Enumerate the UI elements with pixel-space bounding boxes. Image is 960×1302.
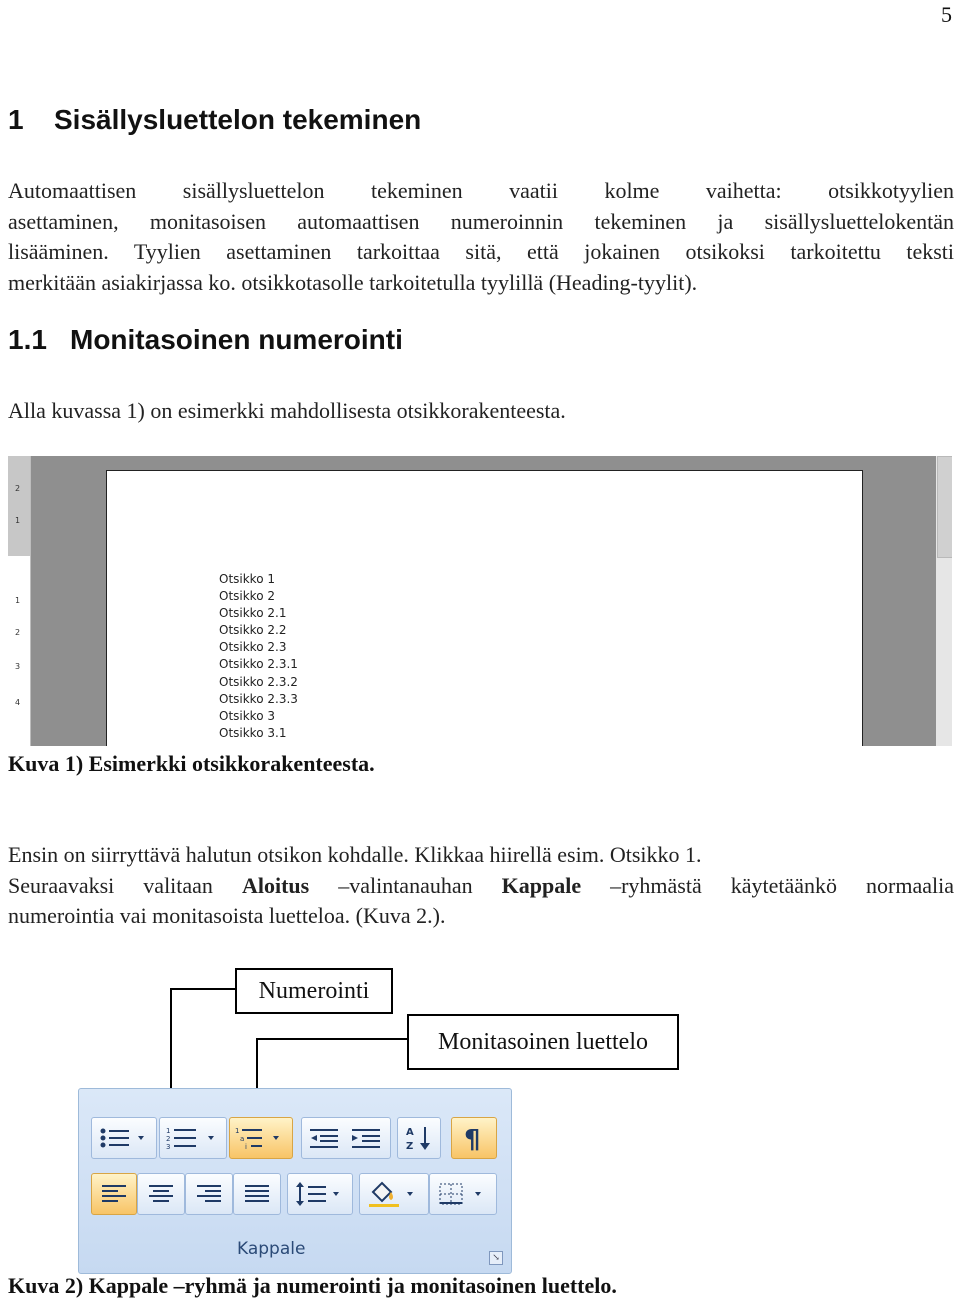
align-left-button[interactable]	[91, 1173, 137, 1215]
heading-1-number: 1	[8, 104, 24, 135]
list-item: Otsikko 2	[219, 589, 275, 604]
show-hide-button[interactable]	[451, 1117, 497, 1159]
connector-line	[170, 988, 172, 1104]
list-item: Otsikko 2.1	[219, 606, 287, 621]
bullets-icon	[98, 1126, 150, 1150]
paragraph-1-line: lisääminen. Tyylien asettaminen tarkoittaa sitä, että jokainen otsikoksi tarkoitettu teksti	[8, 239, 954, 264]
svg-text:a: a	[240, 1135, 245, 1143]
justify-icon	[243, 1183, 271, 1205]
align-left-icon	[100, 1183, 128, 1205]
ruler-mark: 4	[15, 698, 21, 707]
scrollbar-thumb[interactable]	[937, 456, 952, 558]
paragraph-2-line: Alla kuvassa 1) on esimerkki mahdollisesta otsikkorakenteesta.	[8, 398, 566, 423]
list-item: Otsikko 2.3.1	[219, 657, 298, 672]
heading-2	[8, 324, 403, 356]
callout-label: Monitasoinen luettelo	[438, 1028, 648, 1055]
svg-text:Z: Z	[406, 1141, 414, 1152]
line-spacing-button[interactable]	[287, 1173, 353, 1215]
paragraph-3-line: numerointia vai monitasoista luetteloa. (Kuva 2.).	[8, 903, 446, 928]
list-item: Otsikko 2.3.3	[219, 691, 298, 706]
borders-icon	[437, 1181, 489, 1207]
align-right-button[interactable]	[185, 1173, 233, 1215]
dialog-launcher-icon[interactable]: ↘	[489, 1251, 503, 1265]
connector-line	[256, 1038, 407, 1040]
paragraph-3	[8, 840, 954, 932]
pilcrow-icon	[460, 1124, 488, 1152]
ruler-mark: 3	[15, 662, 21, 671]
monitasoinen-luettelo-callout	[407, 1014, 679, 1070]
document-page	[106, 470, 863, 746]
svg-text:1: 1	[166, 1127, 171, 1135]
paragraph-1-line: Automaattisen sisällysluettelon tekeminen vaatii kolme vaihetta: otsikkotyylien	[8, 178, 954, 203]
heading-2-number: 1.1	[8, 324, 47, 355]
figure-1-caption: Kuva 1) Esimerkki otsikkorakenteesta.	[8, 751, 375, 776]
paint-bucket-icon	[367, 1180, 421, 1208]
paragraph-1	[8, 176, 954, 298]
vertical-scrollbar[interactable]	[936, 456, 952, 746]
multilevel-list-button[interactable]	[229, 1117, 293, 1159]
list-item: Otsikko 2.3	[219, 640, 287, 655]
heading-1	[8, 104, 421, 136]
align-center-icon	[147, 1183, 175, 1205]
list-item: Otsikko 1	[219, 572, 275, 586]
decrease-indent-icon	[308, 1126, 384, 1150]
kappale-ribbon-group	[78, 1088, 512, 1274]
paragraph-2	[8, 396, 954, 427]
shading-button[interactable]	[359, 1173, 429, 1215]
ruler-mark: 2	[15, 628, 21, 637]
list-item: Otsikko 3	[219, 708, 275, 723]
figure-1-screenshot	[8, 456, 952, 746]
indent-buttons[interactable]	[301, 1117, 391, 1159]
numbering-button[interactable]	[159, 1117, 227, 1159]
list-item: Otsikko 2.2	[219, 623, 287, 638]
justify-button[interactable]	[233, 1173, 281, 1215]
list-item: Otsikko 3.1	[219, 725, 287, 740]
group-label: Kappale	[237, 1239, 306, 1259]
align-right-icon	[195, 1183, 223, 1205]
svg-text:¶: ¶	[464, 1125, 481, 1152]
multilevel-list-icon	[235, 1125, 287, 1151]
sort-icon	[404, 1124, 434, 1152]
heading-list	[219, 571, 298, 742]
sort-button[interactable]	[397, 1117, 441, 1159]
svg-text:A: A	[406, 1127, 414, 1138]
connector-line	[170, 988, 235, 990]
paragraph-3-line: Ensin on siirryttävä halutun otsikon kohdalle. Klikkaa hiirellä esim. Otsikko 1.	[8, 842, 702, 867]
ruler-mark: 2	[15, 484, 21, 493]
ruler-mark: 1	[15, 516, 21, 525]
borders-button[interactable]	[429, 1173, 497, 1215]
svg-text:3: 3	[166, 1143, 171, 1151]
page-number: 5	[941, 2, 952, 27]
line-spacing-icon	[295, 1181, 345, 1207]
svg-text:2: 2	[166, 1135, 171, 1143]
paragraph-3-line: Seuraavaksi valitaan Aloitus –valintanauhan Kappale –ryhmästä käytetäänkö normaalia	[8, 872, 954, 898]
numbering-icon	[166, 1125, 220, 1151]
paragraph-1-line: merkitään asiakirjassa ko. otsikkotasolle tarkoitetulla tyylillä (Heading-tyylit).	[8, 269, 698, 295]
vertical-ruler	[8, 456, 31, 746]
paragraph-1-line: asettaminen, monitasoisen automaattisen numeroinnin tekeminen ja sisällysluettelokentän	[8, 208, 954, 234]
bullets-button[interactable]	[91, 1117, 157, 1159]
heading-1-text: Sisällysluettelon tekeminen	[54, 104, 422, 135]
align-center-button[interactable]	[137, 1173, 185, 1215]
numerointi-callout	[235, 968, 393, 1014]
ruler-mark: 1	[15, 596, 21, 605]
callout-label: Numerointi	[258, 977, 370, 1004]
heading-2-text: Monitasoinen numerointi	[70, 324, 403, 355]
figure-2-caption: Kuva 2) Kappale –ryhmä ja numerointi ja monitasoinen luettelo.	[8, 1273, 617, 1298]
list-item: Otsikko 2.3.2	[219, 674, 298, 689]
svg-text:1: 1	[235, 1127, 240, 1135]
svg-text:i: i	[245, 1143, 247, 1151]
